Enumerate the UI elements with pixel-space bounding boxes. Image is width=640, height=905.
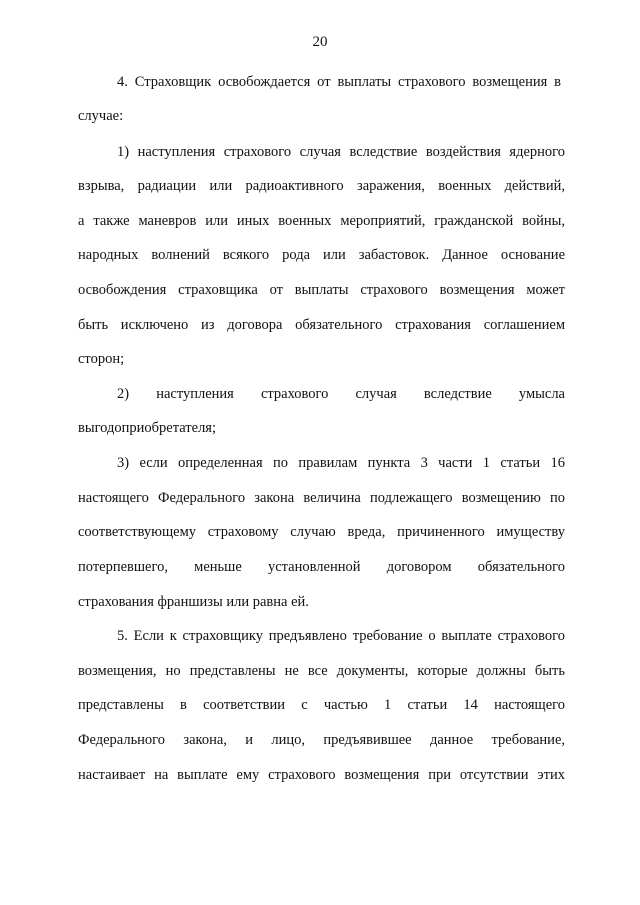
paragraph-4-line-1: 4. Страховщик освобождается от выплаты страхового возмещения в	[117, 74, 561, 90]
item-2-line-2: выгодоприобретателя;	[78, 420, 216, 436]
item-3-line-2: настоящего Федерального закона величина подлежащего возмещению по	[78, 490, 565, 506]
paragraph-5-line-2: возмещения, но представлены не все документы, которые должны быть	[78, 663, 565, 679]
item-3-line-1: 3) если определенная по правилам пункта 3 части 1 статьи 16	[117, 455, 565, 471]
paragraph-5-line-4: Федерального закона, и лицо, предъявившее данное требование,	[78, 732, 565, 748]
item-1-line-6: быть исключено из договора обязательного страхования соглашением	[78, 317, 565, 333]
item-1-line-7: сторон;	[78, 351, 125, 367]
paragraph-5-line-3: представлены в соответствии с частью 1 статьи 14 настоящего	[78, 697, 565, 713]
paragraph-5-line-5: настаивает на выплате ему страхового возмещения при отсутствии этих	[78, 767, 565, 783]
item-1-line-3: а также маневров или иных военных мероприятий, гражданской войны,	[78, 213, 565, 229]
item-2-line-1: 2) наступления страхового случая вследствие умысла	[117, 386, 565, 402]
item-1-line-4: народных волнений всякого рода или забастовок. Данное основание	[78, 247, 565, 263]
item-1-line-1: 1) наступления страхового случая вследствие воздействия ядерного	[117, 144, 565, 160]
item-3-line-3: соответствующему страховому случаю вреда, причиненного имуществу	[78, 524, 565, 540]
paragraph-4-line-2: случае:	[78, 108, 124, 124]
item-1-line-2: взрыва, радиации или радиоактивного заражения, военных действий,	[78, 178, 565, 194]
item-1-line-5: освобождения страховщика от выплаты страхового возмещения может	[78, 282, 565, 298]
page-number: 20	[312, 34, 328, 50]
item-3-line-4: потерпевшего, меньше установленной договором обязательного	[78, 559, 565, 575]
item-3-line-5: страхования франшизы или равна ей.	[78, 594, 309, 610]
paragraph-5-line-1: 5. Если к страховщику предъявлено требование о выплате страхового	[117, 628, 565, 644]
